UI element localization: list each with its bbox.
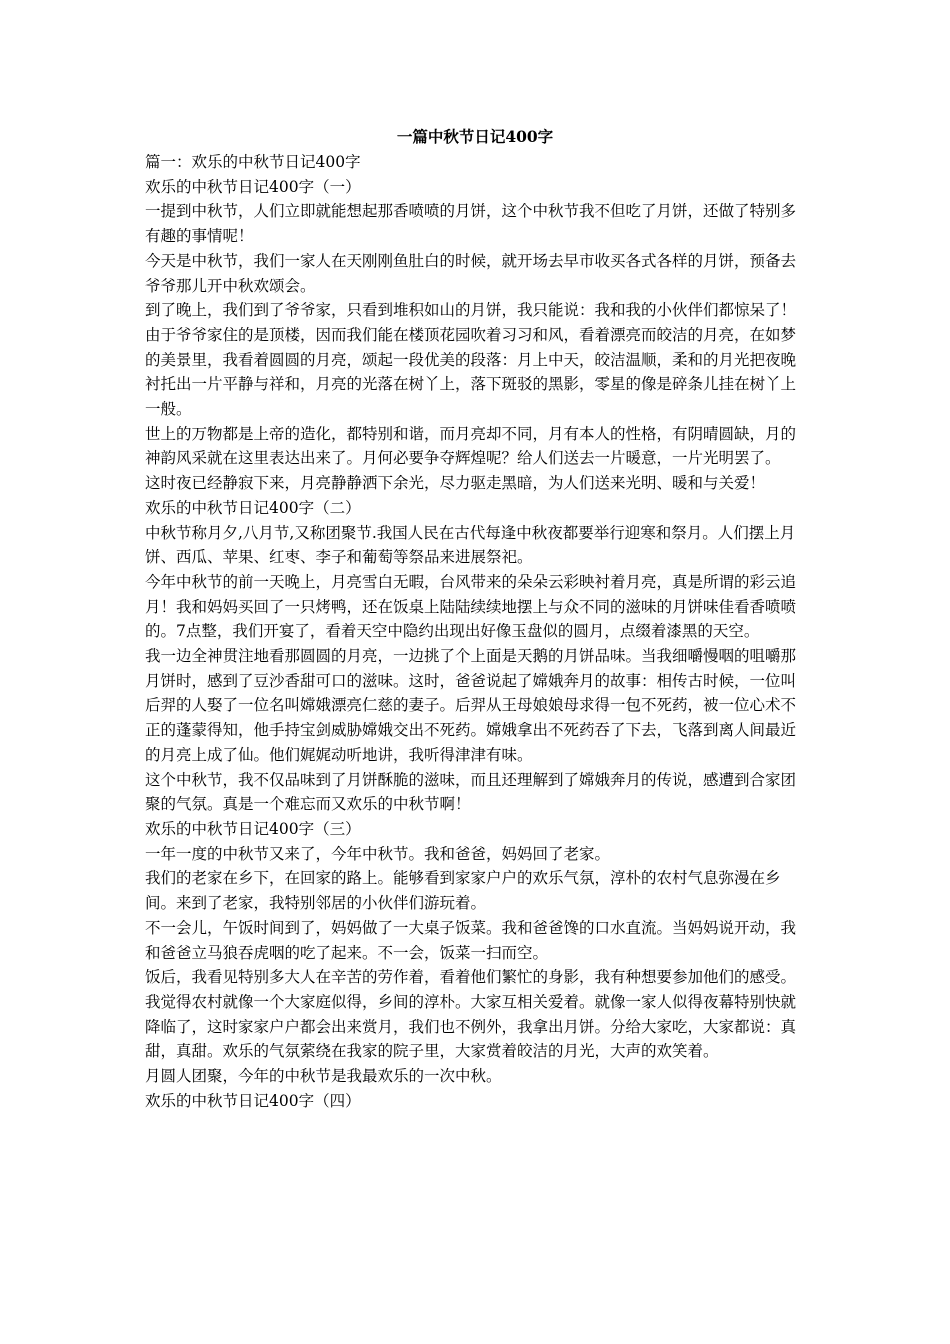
paragraph: 中秋节称月夕,八月节,又称团聚节.我国人民在古代每逢中秋夜都要举行迎寒和祭月。人们摆上月饼、西瓜、苹果、红枣、李子和葡萄等祭品来进展祭祀。 [145, 523, 796, 567]
paragraph: 一提到中秋节，人们立即就能想起那香喷喷的月饼，这个中秋节我不但吃了月饼，还做了特别多有趣的事情呢！ [145, 202, 797, 246]
paragraph: 我一边全神贯注地看那圆圆的月亮，一边挑了个上面是天鹅的月饼品味。当我细嚼慢咽的咀嚼那月饼时，感到了豆沙香甜可口的滋味。这时，爸爸说起了嫦娥奔月的故事：相传古时候，一位叫后羿的人娶了一位名叫嫦娥漂亮仁慈的妻子。后羿从王母娘娘母求得一包不死药，被一位心术不正的蓬蒙得知，他手持宝剑威胁嫦娥交出不死药。嫦娥拿出不死药吞了下去，飞落到离人间最近的月亮上成了仙。他们娓娓动听地讲，我听得津津有味。 [145, 647, 797, 764]
paragraph: 这时夜已经静寂下来，月亮静静洒下余光，尽力驱走黑暗，为人们送来光明、暖和与关爱！ [145, 474, 766, 493]
paragraph: 我们的老家在乡下，在回家的路上。能够看到家家户户的欢乐气氛，淳朴的农村气息弥漫在乡间。来到了老家，我特别邻居的小伙伴们游玩着。 [145, 869, 781, 913]
paragraph: 到了晚上，我们到了爷爷家，只看到堆积如山的月饼，我只能说：我和我的小伙伴们都惊呆了！ [145, 301, 797, 320]
paragraph: 今年中秋节的前一天晚上，月亮雪白无暇，台风带来的朵朵云彩映衬着月亮，真是所谓的彩云追月！我和妈妈买回了一只烤鸭，还在饭桌上陆陆续续地摆上与众不同的滋味的月饼味佳看香喷喷的。7点整，我们开宴了，看着天空中隐约出现出好像玉盘似的圆月，点缀着漆黑的天空。 [145, 572, 797, 641]
paragraph: 这个中秋节，我不仅品味到了月饼酥脆的滋味，而且还理解到了嫦娥奔月的传说，感遭到合家团聚的气氛。真是一个难忘而又欢乐的中秋节啊！ [145, 770, 797, 814]
paragraph: 今天是中秋节，我们一家人在天刚刚鱼肚白的时候，就开场去早市收买各式各样的月饼，预备去爷爷那儿开中秋欢颂会。 [145, 251, 797, 295]
document-body [145, 150, 810, 1113]
subsection-heading: 欢乐的中秋节日记400字（二） [145, 498, 361, 517]
subsection-heading: 欢乐的中秋节日记400字（三） [145, 819, 361, 838]
paragraph: 不一会儿，午饭时间到了，妈妈做了一大桌子饭菜。我和爸爸馋的口水直流。当妈妈说开动，我和爸爸立马狼吞虎咽的吃了起来。不一会，饭菜一扫而空。 [145, 918, 797, 962]
subsection-heading: 欢乐的中秋节日记400字（一） [145, 177, 361, 196]
section-heading: 篇一：欢乐的中秋节日记400字 [145, 153, 361, 171]
paragraph: 由于爷爷家住的是顶楼，因而我们能在楼顶花园吹着习习和风，看着漂亮而皎洁的月亮，在如梦的美景里，我看着圆圆的月亮，颂起一段优美的段落：月上中天，皎洁温顺，柔和的月光把夜晚衬托出一片平静与祥和，月亮的光落在树丫上，落下斑驳的黑影，零星的像是碎条儿挂在树丫上一般。 [145, 325, 797, 419]
subsection-heading: 欢乐的中秋节日记400字（四） [145, 1091, 361, 1110]
document-title: 一篇中秋节日记400字 [396, 127, 554, 146]
paragraph: 一年一度的中秋节又来了，今年中秋节。我和爸爸，妈妈回了老家。 [145, 844, 611, 863]
paragraph: 月圆人团聚，今年的中秋节是我最欢乐的一次中秋。 [145, 1067, 502, 1086]
paragraph: 世上的万物都是上帝的造化，都特别和谐，而月亮却不同，月有本人的性格，有阴晴圆缺，月的神韵风采就在这里表达出来了。月何必要争夺辉煌呢？给人们送去一片暖意，一片光明罢了。 [145, 424, 797, 468]
paragraph: 饭后，我看见特别多大人在辛苦的劳作着，看着他们繁忙的身影，我有种想要参加他们的感受。我觉得农村就像一个大家庭似得，乡间的淳朴。大家互相关爱着。就像一家人似得夜幕特别快就降临了，这时家家户户都会出来赏月，我们也不例外，我拿出月饼。分给大家吃，大家都说：真甜，真甜。欢乐的气氛萦绕在我家的院子里，大家赏着皎洁的月光，大声的欢笑着。 [145, 968, 797, 1061]
